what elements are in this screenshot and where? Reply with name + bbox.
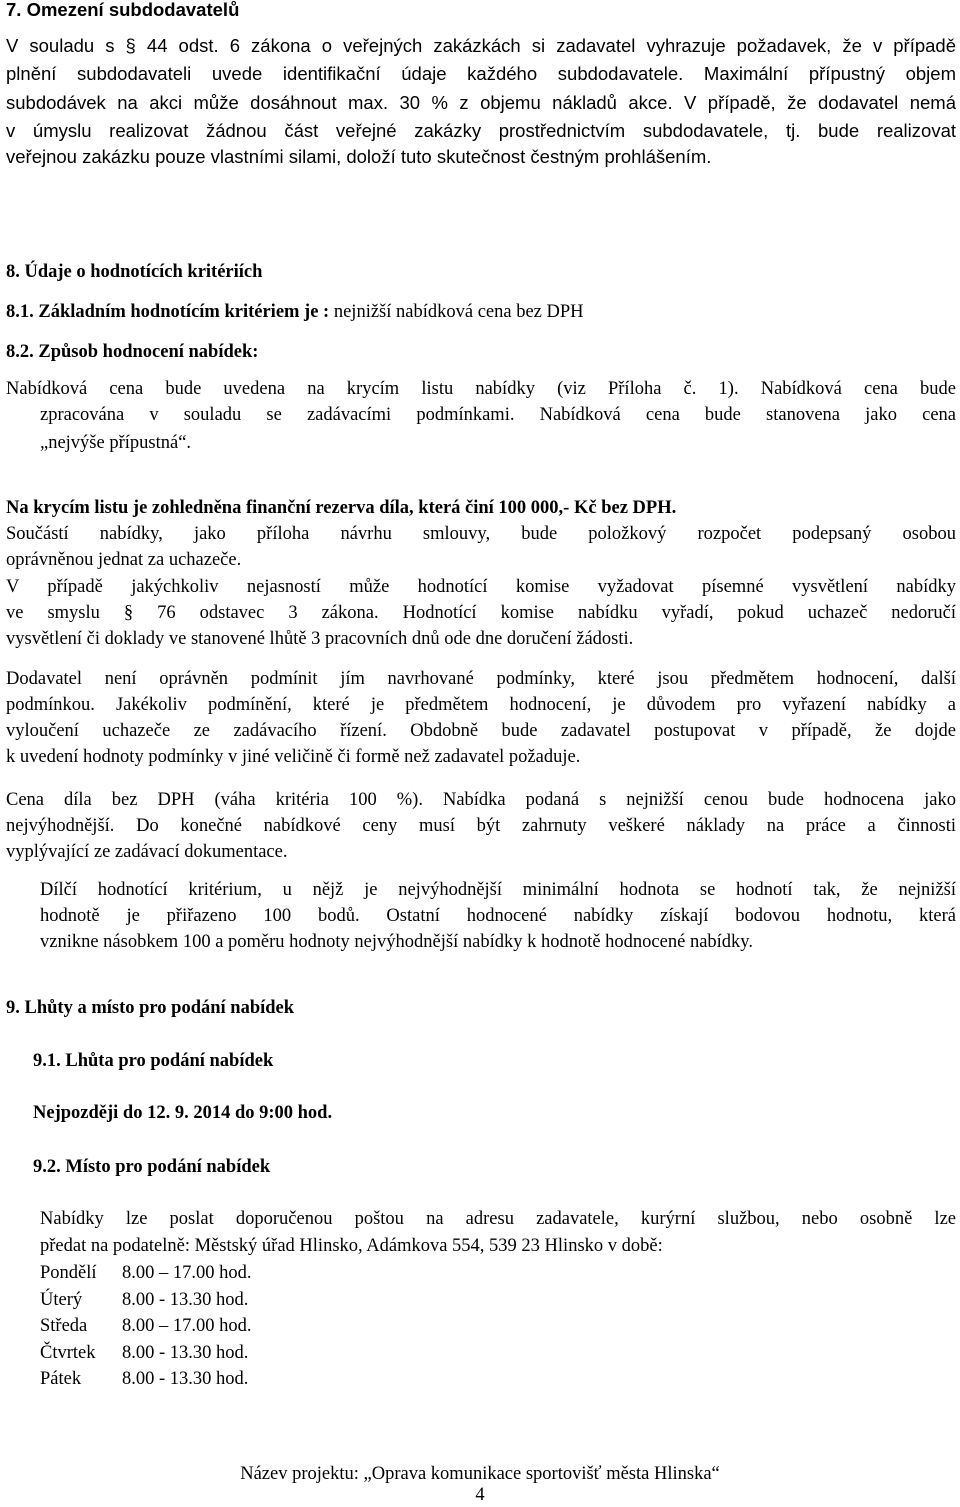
conditions-line-2: podmínkou. Jakékoliv podmínění, které je předmětem hodnocení, je důvodem pro vyřazení nabídky a bbox=[6, 695, 956, 715]
weight-line-1: Cena díla bez DPH (váha kritéria 100 %). Nabídka podaná s nejnižší cenou bude hodnocena jako bbox=[6, 790, 956, 810]
clarification-line-1: V případě jakýchkoliv nejasností může hodnotící komise vyžadovat písemné vysvětlení nabídky bbox=[6, 577, 956, 597]
weight-line-2: nejvýhodnější. Do konečné nabídkové ceny musí být zahrnuty veškeré náklady na práce a činnosti bbox=[6, 816, 956, 836]
budget-para-line-2: oprávněnou jednat za uchazeče. bbox=[6, 550, 242, 570]
conditions-line-1: Dodavatel není oprávněn podmínit jím navrhované podmínky, které jsou předmětem hodnocení, další bbox=[6, 669, 956, 689]
section-8-1-label: 8.1. Základním hodnotícím kritériem je : bbox=[6, 302, 330, 322]
section-8-1-row bbox=[6, 300, 960, 324]
office-hours-time: 8.00 - 13.30 hod. bbox=[122, 1369, 249, 1389]
section-7-heading: 7. Omezení subdodavatelů bbox=[6, 0, 240, 20]
office-hours-time: 8.00 – 17.00 hod. bbox=[122, 1316, 252, 1336]
section-7-line-5: veřejnou zakázku pouze vlastními silami, doloží tuto skutečnost čestným prohlášením. bbox=[6, 146, 712, 167]
footer-project: Název projektu: „Oprava komunikace sportovišť města Hlinska“ bbox=[240, 1464, 720, 1484]
deadline: Nejpozději do 12. 9. 2014 do 9:00 hod. bbox=[33, 1103, 333, 1123]
office-hours-day: Úterý bbox=[40, 1290, 83, 1310]
reserve-note: Na krycím listu je zohledněna finanční rezerva díla, která činí 100 000,- Kč bez DPH. bbox=[6, 498, 677, 518]
office-hours-time: 8.00 - 13.30 hod. bbox=[122, 1290, 249, 1310]
clarification-line-3: vysvětlení či doklady ve stanovené lhůtě 3 pracovních dnů ode dne doručení žádosti. bbox=[6, 629, 634, 649]
weight-line-3: vyplývající ze zadávací dokumentace. bbox=[6, 842, 288, 862]
section-8-1-value: nejnižší nabídková cena bez DPH bbox=[333, 302, 584, 322]
office-hours-time: 8.00 - 13.30 hod. bbox=[122, 1343, 249, 1363]
budget-para-line-1: Součástí nabídky, jako příloha návrhu smlouvy, bude položkový rozpočet podepsaný osobou bbox=[6, 524, 956, 544]
office-hours-day: Středa bbox=[40, 1316, 88, 1336]
partial-line-2: hodnotě je přiřazeno 100 bodů. Ostatní hodnocené nabídky získají bodovou hodnotu, která bbox=[40, 906, 956, 926]
partial-line-1: Dílčí hodnotící kritérium, u nějž je nejvýhodnější minimální hodnota se hodnotí tak, že nejnižší bbox=[40, 880, 956, 900]
section-7-line-2: plnění subdodavateli uvede identifikační údaje každého subdodavatele. Maximální přípustný objem bbox=[6, 63, 956, 84]
office-hours-row bbox=[40, 1313, 252, 1339]
office-hours-time: 8.00 – 17.00 hod. bbox=[122, 1263, 252, 1283]
office-hours-row bbox=[40, 1260, 252, 1286]
place-line-2: předat na podatelně: Městský úřad Hlinsko, Adámkova 554, 539 23 Hlinsko v době: bbox=[40, 1236, 663, 1256]
office-hours-day: Pátek bbox=[40, 1369, 82, 1389]
section-9-2-heading: 9.2. Místo pro podání nabídek bbox=[33, 1157, 271, 1177]
office-hours-row bbox=[40, 1340, 248, 1366]
office-hours-day: Čtvrtek bbox=[40, 1343, 96, 1363]
section-8-2-heading: 8.2. Způsob hodnocení nabídek: bbox=[6, 342, 259, 362]
section-8-heading: 8. Údaje o hodnotících kritériích bbox=[6, 262, 263, 282]
clarification-line-2: ve smyslu § 76 odstavec 3 zákona. Hodnotící komise nabídku vyřadí, pokud uchazeč nedoručí bbox=[6, 603, 956, 623]
office-hours-day: Pondělí bbox=[40, 1263, 97, 1283]
section-7-line-3: subdodávek na akci může dosáhnout max. 30 % z objemu nákladů akce. V případě, že dodavatel nemá bbox=[6, 92, 956, 113]
conditions-line-4: k uvedení hodnoty podmínky v jiné veličině či formě než zadavatel požaduje. bbox=[6, 747, 581, 767]
price-para-line-2: zpracována v souladu se zadávacími podmínkami. Nabídková cena bude stanovena jako cena bbox=[40, 405, 956, 425]
section-9-1-heading: 9.1. Lhůta pro podání nabídek bbox=[33, 1051, 274, 1071]
section-7-line-4: v úmyslu realizovat žádnou část veřejné zakázky prostřednictvím subdodavatele, tj. bude realizovat bbox=[6, 120, 956, 141]
office-hours-row bbox=[40, 1366, 248, 1392]
place-line-1: Nabídky lze poslat doporučenou poštou na adresu zadavatele, kurýrní službou, nebo osobně lze bbox=[40, 1209, 956, 1229]
price-para-line-3: „nejvýše přípustná“. bbox=[40, 433, 192, 453]
conditions-line-3: vyloučení uchazeče ze zadávacího řízení. Obdobně bude zadavatel postupovat v případě, že dojde bbox=[6, 721, 956, 741]
section-7-line-1: V souladu s § 44 odst. 6 zákona o veřejných zakázkách si zadavatel vyhrazuje požadavek, že v případě bbox=[6, 35, 956, 56]
partial-line-3: vznikne násobkem 100 a poměru hodnoty nejvýhodnější nabídky k hodnotě hodnocené nabídky. bbox=[40, 932, 753, 952]
price-para-line-1: Nabídková cena bude uvedena na krycím listu nabídky (viz Příloha č. 1). Nabídková cena bude bbox=[6, 379, 956, 399]
section-9-heading: 9. Lhůty a místo pro podání nabídek bbox=[6, 998, 295, 1018]
page-number: 4 bbox=[475, 1485, 485, 1505]
office-hours-row bbox=[40, 1287, 248, 1313]
